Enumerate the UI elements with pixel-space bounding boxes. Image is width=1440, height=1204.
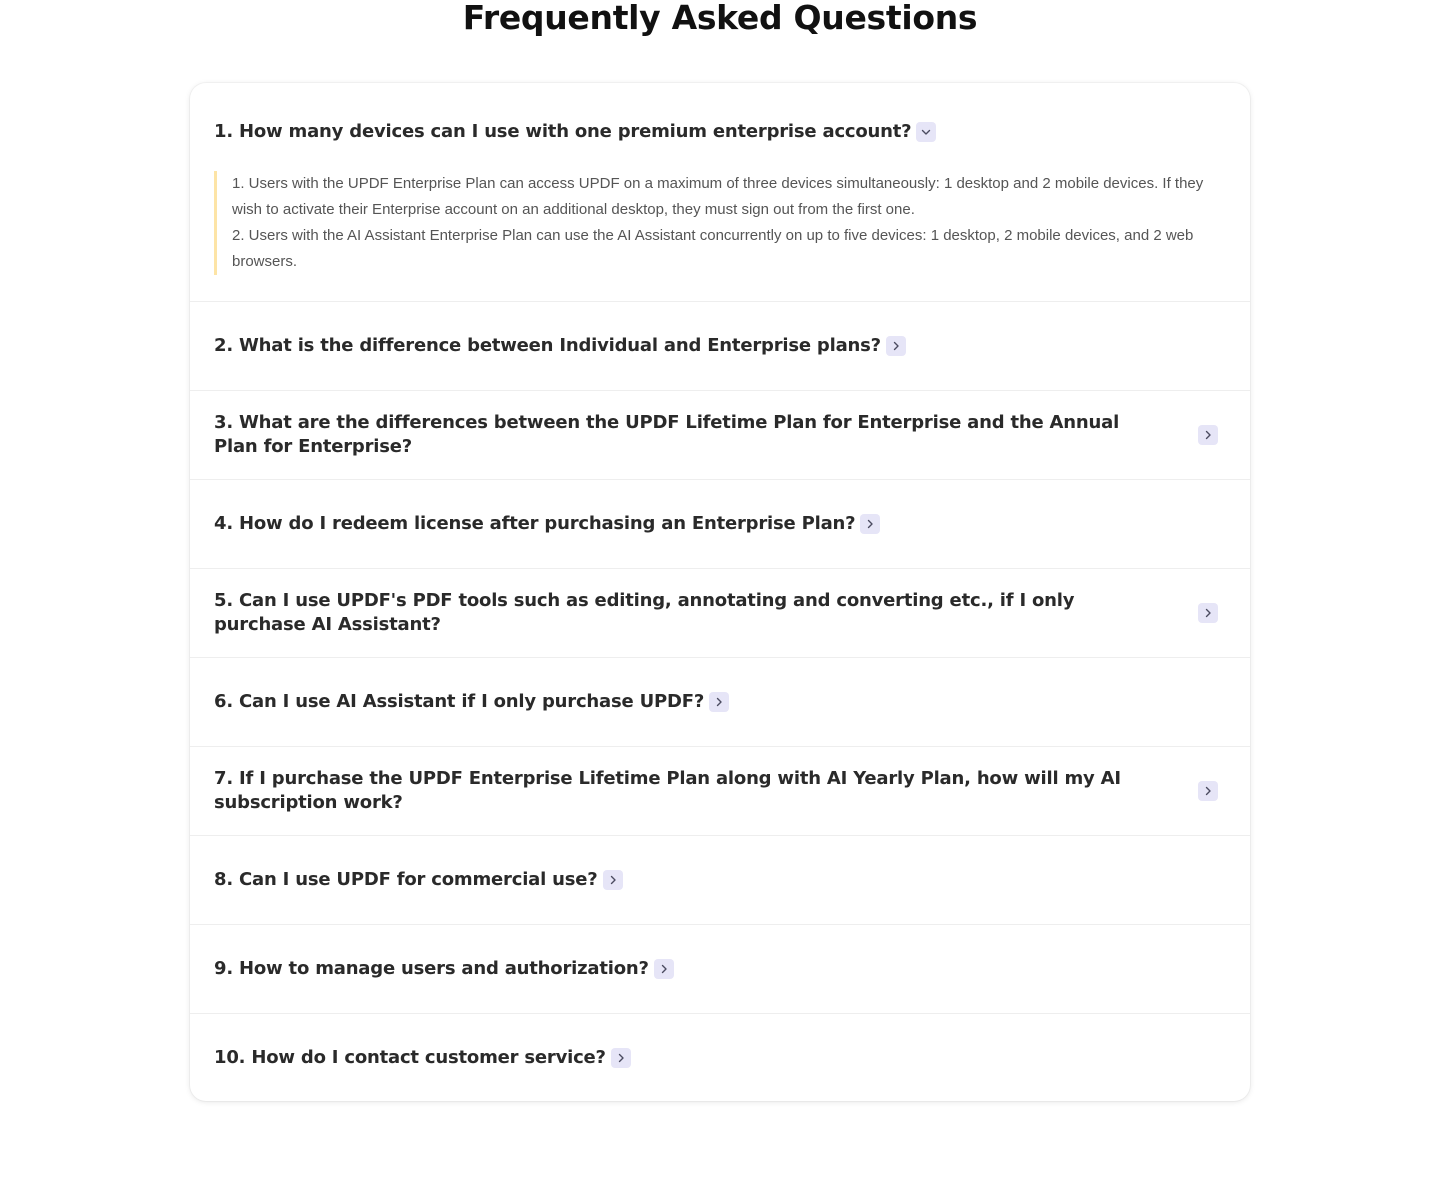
faq-answer-paragraph: 1. Users with the UPDF Enterprise Plan can access UPDF on a maximum of three devices simultaneously: 1 desktop and 2 mobile devices. If they wish to activate their Enterprise account on an additional desktop, they must sign out from the first one. [232, 175, 1204, 218]
faq-question-3[interactable] [214, 391, 1226, 479]
chevron-right-icon[interactable] [603, 870, 623, 890]
faq-question-1[interactable] [214, 83, 1226, 181]
faq-question-6[interactable] [214, 658, 1226, 746]
faq-question-text: 7. If I purchase the UPDF Enterprise Lifetime Plan along with AI Yearly Plan, how will my AI subscription work? [214, 768, 1121, 813]
faq-list [190, 83, 1250, 1101]
faq-answer-paragraph: 2. Users with the AI Assistant Enterprise Plan can use the AI Assistant concurrently on up to five devices: 1 desktop, 2 mobile devices, and 2 web browsers. [232, 227, 1194, 270]
chevron-right-icon[interactable] [709, 692, 729, 712]
faq-item-10 [190, 1014, 1250, 1101]
page-title: Frequently Asked Questions [462, 0, 978, 37]
faq-question-text: 6. Can I use AI Assistant if I only purchase UPDF? [214, 691, 705, 712]
faq-question-text: 10. How do I contact customer service? [214, 1046, 606, 1068]
faq-item-9 [190, 925, 1250, 1014]
faq-question-text: 8. Can I use UPDF for commercial use? [214, 869, 598, 890]
chevron-right-icon[interactable] [611, 1048, 631, 1068]
chevron-right-icon[interactable] [860, 514, 880, 534]
faq-item-1 [190, 83, 1250, 302]
faq-question-2[interactable] [214, 302, 1226, 390]
chevron-right-icon[interactable] [1198, 781, 1218, 801]
faq-question-10[interactable] [214, 1014, 1226, 1101]
faq-item-8 [190, 836, 1250, 925]
faq-item-2 [190, 302, 1250, 391]
chevron-right-icon[interactable] [886, 336, 906, 356]
faq-question-text: 9. How to manage users and authorization? [214, 958, 649, 979]
faq-item-4 [190, 480, 1250, 569]
faq-question-9[interactable] [214, 925, 1226, 1013]
faq-question-text: 1. How many devices can I use with one premium enterprise account? [214, 121, 912, 142]
chevron-right-icon[interactable] [1198, 425, 1218, 445]
faq-question-5[interactable] [214, 569, 1226, 657]
faq-item-5 [190, 569, 1250, 658]
faq-question-text: 3. What are the differences between the UPDF Lifetime Plan for Enterprise and the Annual Plan for Enterprise? [214, 412, 1120, 457]
chevron-down-icon[interactable] [916, 122, 936, 142]
faq-answer-1 [214, 171, 1226, 275]
faq-item-6 [190, 658, 1250, 747]
faq-question-text: 4. How do I redeem license after purchasing an Enterprise Plan? [214, 513, 856, 534]
chevron-right-icon[interactable] [1198, 603, 1218, 623]
faq-question-text: 2. What is the difference between Individual and Enterprise plans? [214, 335, 881, 356]
faq-question-text: 5. Can I use UPDF's PDF tools such as editing, annotating and converting etc., if I only purchase AI Assistant? [214, 590, 1075, 635]
faq-question-8[interactable] [214, 836, 1226, 924]
faq-question-4[interactable] [214, 480, 1226, 568]
chevron-right-icon[interactable] [654, 959, 674, 979]
faq-item-3 [190, 391, 1250, 480]
faq-item-7 [190, 747, 1250, 836]
faq-question-7[interactable] [214, 747, 1226, 835]
